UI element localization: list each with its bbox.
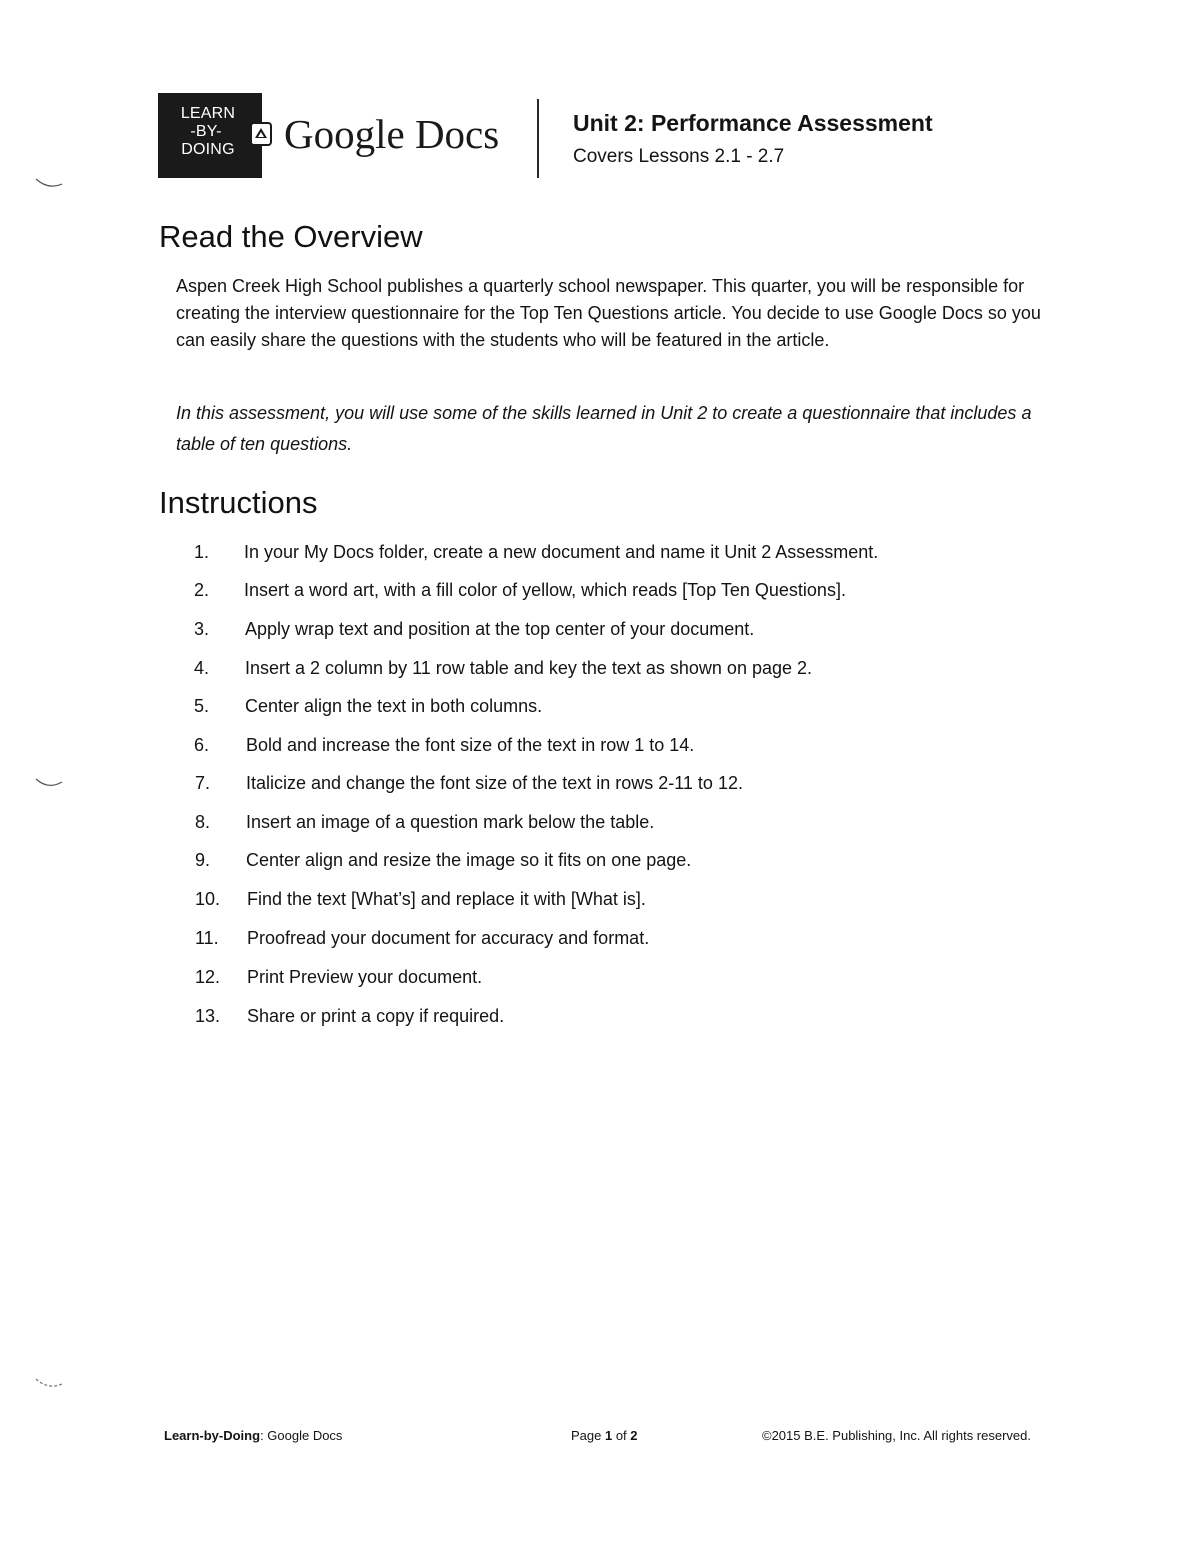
step-number: 1. xyxy=(194,542,210,562)
step-text: Proofread your document for accuracy and format. xyxy=(247,928,650,948)
page-current: 1 xyxy=(604,1428,613,1443)
step-number: 7. xyxy=(195,773,211,793)
step-number: 13. xyxy=(195,1006,221,1026)
step-text: Print Preview your document. xyxy=(247,967,483,987)
logo-line: -BY- xyxy=(190,123,222,140)
step-number: 3. xyxy=(194,619,210,639)
footer-copyright: ©2015 B.E. Publishing, Inc. All rights reserved. xyxy=(762,1428,1031,1443)
learn-by-doing-logo xyxy=(158,93,262,178)
header-divider xyxy=(537,99,539,178)
step-text: Center align and resize the image so it fits on one page. xyxy=(246,850,692,870)
step-text: Insert a word art, with a fill color of yellow, which reads [Top Ten Questions]. xyxy=(244,580,846,600)
binder-hole-mark xyxy=(34,1376,64,1390)
footer-product-name: : Google Docs xyxy=(260,1428,343,1443)
footer-publication xyxy=(164,1426,342,1446)
google-drive-icon xyxy=(250,122,272,146)
page-prefix: Page xyxy=(571,1428,605,1443)
step-number: 9. xyxy=(195,850,211,870)
logo-line: LEARN xyxy=(180,105,236,122)
page-of: of xyxy=(612,1428,631,1443)
step-number: 5. xyxy=(194,696,210,716)
step-number: 8. xyxy=(195,812,211,832)
overview-heading: Read the Overview xyxy=(159,219,423,254)
step-number: 12. xyxy=(195,967,221,987)
unit-subtitle: Covers Lessons 2.1 - 2.7 xyxy=(573,146,785,167)
step-text: Insert a 2 column by 11 row table and key the text as shown on page 2. xyxy=(245,658,813,678)
overview-paragraph: Aspen Creek High School publishes a quarterly school newspaper. This quarter, you will be responsible for creating the interview questionnaire for the Top Ten Questions article. You decide to use Google Docs so you can easily share the questions with the students who will be featured in the article. xyxy=(176,276,1041,350)
step-text: Bold and increase the font size of the text in row 1 to 14. xyxy=(246,735,695,755)
page-total: 2 xyxy=(630,1428,638,1443)
footer-series-name: Learn-by-Doing xyxy=(164,1428,261,1443)
footer-page-number xyxy=(571,1426,638,1446)
logo-line: DOING xyxy=(181,141,235,158)
unit-title: Unit 2: Performance Assessment xyxy=(573,110,933,136)
step-text: Find the text [What’s] and replace it with [What is]. xyxy=(247,889,646,909)
step-text: Insert an image of a question mark below the table. xyxy=(246,812,655,832)
step-number: 10. xyxy=(195,889,221,909)
instructions-heading: Instructions xyxy=(159,485,318,520)
step-text: Italicize and change the font size of the text in rows 2-11 to 12. xyxy=(246,773,743,793)
step-text: Apply wrap text and position at the top center of your document. xyxy=(245,619,755,639)
binder-hole-mark xyxy=(34,176,64,190)
step-text: Center align the text in both columns. xyxy=(245,696,543,716)
overview-italic-paragraph: In this assessment, you will use some of the skills learned in Unit 2 to create a questionnaire that includes a table of ten questions. xyxy=(176,403,1032,454)
binder-hole-mark xyxy=(34,776,64,790)
step-number: 11. xyxy=(195,928,219,948)
step-text: Share or print a copy if required. xyxy=(247,1006,505,1026)
step-number: 4. xyxy=(194,658,210,678)
step-number: 2. xyxy=(194,580,210,600)
step-number: 6. xyxy=(194,735,210,755)
product-name: Google Docs xyxy=(284,111,500,157)
step-text: In your My Docs folder, create a new document and name it Unit 2 Assessment. xyxy=(244,542,879,562)
